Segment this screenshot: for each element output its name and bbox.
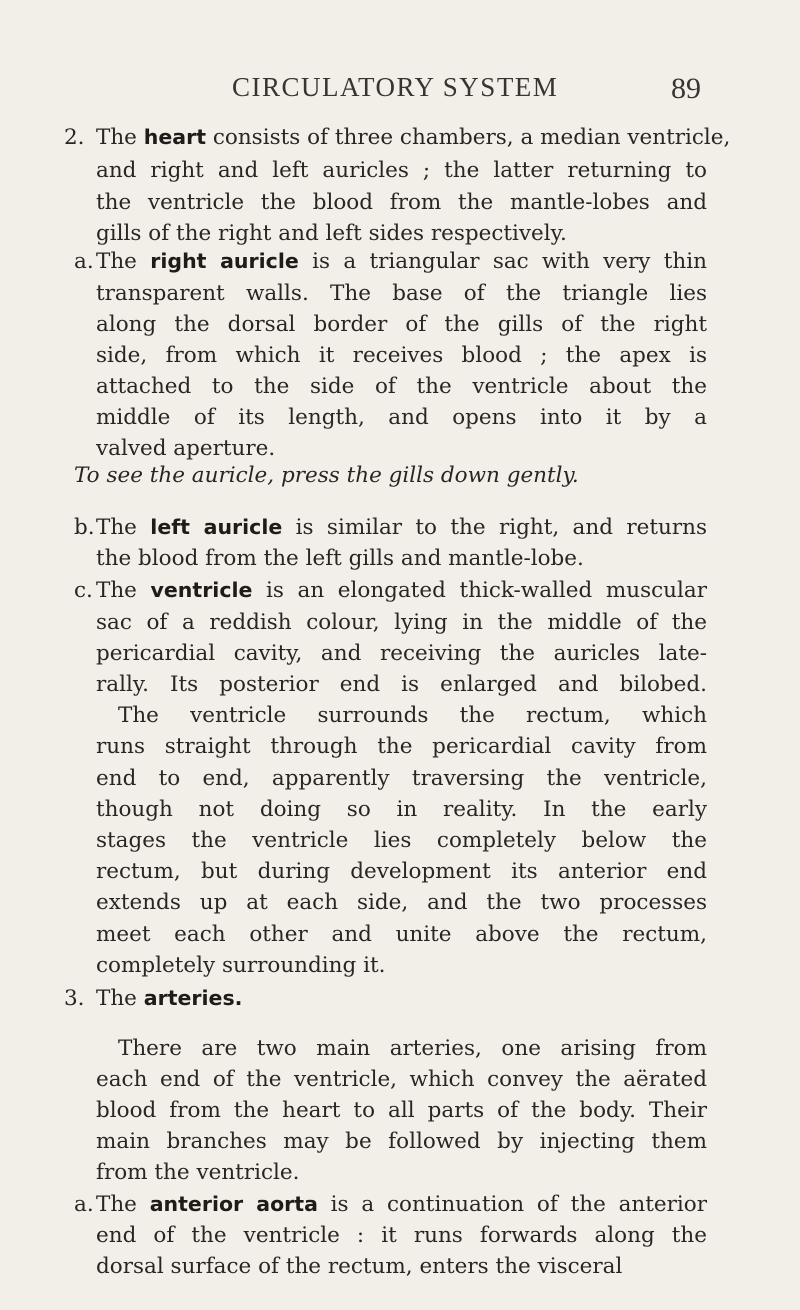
text-line [96, 512, 707, 543]
text-line: and right and left auricles ; the latter returning to [96, 158, 707, 184]
text-line: side, from which it receives blood ; the apex is [96, 342, 707, 368]
text-line: end of the ventricle : it runs forwards along the [96, 1223, 707, 1249]
text-line: attached to the side of the ventricle about the [96, 374, 707, 400]
lead-word: The [96, 986, 137, 1012]
text-line: stages the ventricle lies completely below the [96, 827, 707, 853]
section-3-heading [96, 983, 707, 1014]
text-line: blood from the heart to all parts of the body. Their [96, 1098, 707, 1124]
term-left-auricle: left auricle [150, 514, 283, 539]
text-line: gills of the right and left sides respectively. [96, 220, 567, 246]
text-line: sac of a reddish colour, lying in the middle of the [96, 609, 707, 635]
term-right-auricle: right auricle [150, 249, 299, 274]
text-line: along the dorsal border of the gills of the right [96, 311, 707, 337]
term-arteries: arteries. [143, 986, 243, 1011]
item-b-label: b. [74, 514, 95, 540]
item-anterior-aorta [96, 1189, 707, 1283]
lead-word: The [96, 1191, 137, 1217]
text-line: meet each other and unite above the rectum, [96, 921, 707, 947]
text-line: end to end, apparently traversing the ventricle, [96, 765, 707, 791]
page-number: 89 [671, 72, 701, 105]
text-line: transparent walls. The base of the triangle lies [96, 280, 707, 306]
text-line: completely surrounding it. [96, 952, 386, 978]
text-span: is a continuation of the anterior [317, 1191, 707, 1217]
term-anterior-aorta: anterior aorta [149, 1191, 318, 1216]
text-line: the blood from the left gills and mantle-lobe. [96, 546, 584, 572]
lead-word: The [96, 249, 137, 275]
instruction-text: To see the auricle, press the gills down gently. [74, 463, 579, 489]
item-c-label: c. [74, 578, 93, 604]
text-line [96, 983, 707, 1014]
text-line: pericardial cavity, and receiving the auricles late- [96, 640, 707, 666]
text-line: middle of its length, and opens into it by a [96, 405, 707, 431]
text-line: runs straight through the pericardial cavity from [96, 734, 707, 760]
text-line [96, 575, 707, 606]
text-line: rectum, but during development its anterior end [96, 859, 707, 885]
text-span: is similar to the right, and returns [282, 514, 707, 540]
term-ventricle: ventricle [150, 578, 253, 603]
term-heart: heart [143, 125, 207, 149]
text-line: There are two main arteries, one arising from [118, 1035, 707, 1061]
text-line: from the ventricle. [96, 1160, 300, 1186]
text-line: each end of the ventricle, which convey the aërated [96, 1066, 707, 1092]
running-title: CIRCULATORY SYSTEM [232, 72, 559, 102]
item-3a-label: a. [74, 1191, 94, 1217]
text-line: dorsal surface of the rectum, enters the visceral [96, 1254, 623, 1280]
text-line [96, 122, 731, 153]
lead-word: The [96, 578, 137, 604]
text-span: consists of three chambers, a median ventricle, [206, 125, 731, 150]
text-line [96, 1189, 707, 1220]
text-line: The ventricle surrounds the rectum, which [118, 703, 707, 729]
text-line: though not doing so in reality. In the early [96, 796, 707, 822]
section-2-number: 2. [64, 125, 85, 150]
text-line: rally. Its posterior end is enlarged and bilobed. [96, 672, 707, 698]
item-left-auricle [96, 512, 707, 574]
text-line: valved aperture. [96, 436, 276, 462]
text-line: extends up at each side, and the two processes [96, 890, 707, 916]
lead-word: The [96, 125, 137, 150]
instruction [74, 460, 714, 491]
running-head [0, 72, 800, 112]
item-ventricle [96, 575, 707, 980]
text-span: is a triangular sac with very thin [298, 249, 707, 275]
text-line: the ventricle the blood from the mantle-lobes and [96, 189, 707, 215]
lead-word: The [96, 514, 137, 540]
section-2-body [96, 155, 707, 249]
section-3-number: 3. [64, 986, 85, 1012]
text-line [96, 246, 707, 277]
item-right-auricle [96, 246, 707, 464]
item-a-label: a. [74, 249, 94, 275]
section-3-paragraph [96, 1033, 707, 1189]
text-line [74, 460, 714, 491]
text-span: is an elongated thick-walled muscular [252, 578, 707, 604]
section-2-heart [96, 122, 731, 153]
text-line: main branches may be followed by injecting them [96, 1129, 707, 1155]
